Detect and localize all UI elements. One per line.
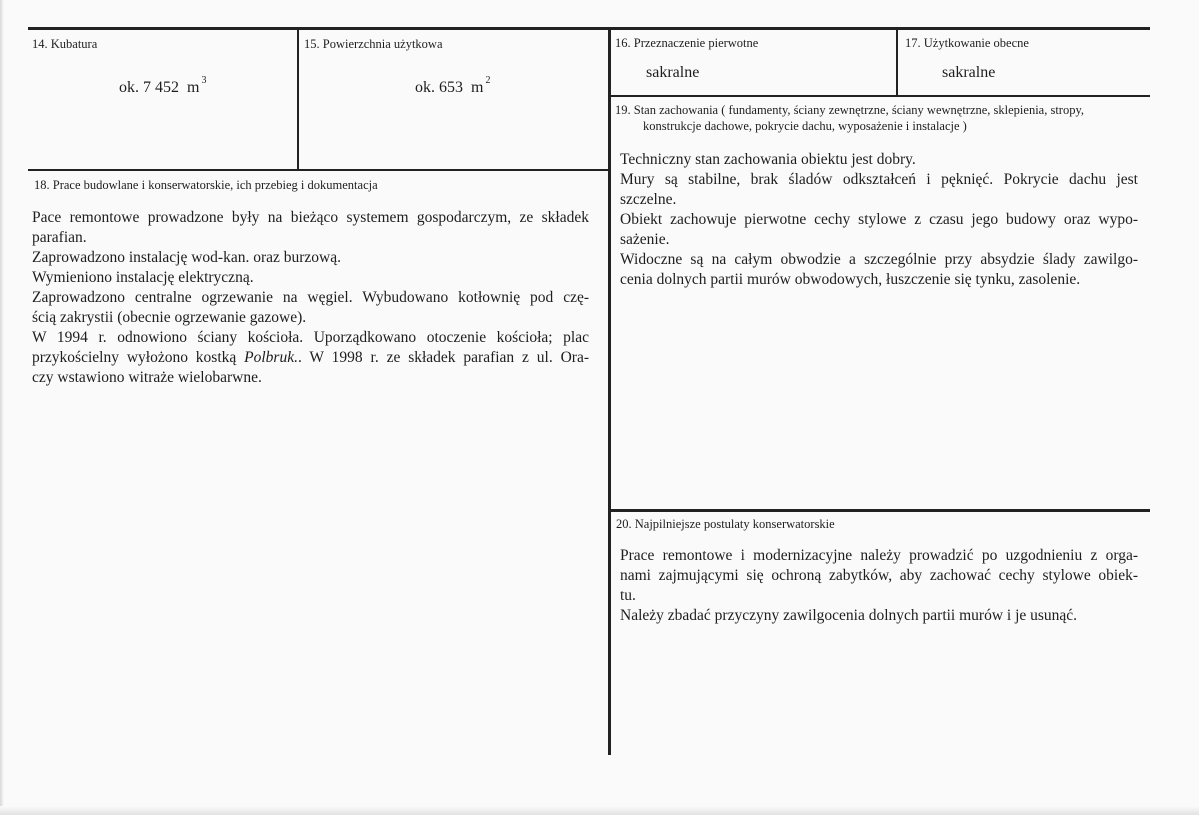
field-18-line-8-start: przykościelny wyłożono kostką xyxy=(32,349,245,366)
field-18-line: parafian. xyxy=(32,229,87,246)
field-19-line: Widoczne są na całym obwodzie a szczególnie przy absydzie ślady zawilgo- xyxy=(620,251,1138,268)
field-18-line: Pace remontowe prowadzone były na bieżąco systemem gospodarczym, ze składek xyxy=(32,209,589,226)
field-19-line: sażenie. xyxy=(620,231,670,248)
field-18-line-8-end: . W 1998 r. ze składek parafian z ul. Ora- xyxy=(297,349,589,366)
field-15-label: 15. Powierzchnia użytkowa xyxy=(304,37,443,51)
divider-main xyxy=(608,29,611,755)
field-20-text xyxy=(620,546,1138,626)
field-18-line: czy wstawiono witraże wielobarwne. xyxy=(32,369,262,386)
field-18-line: Zaprowadzono instalację wod-kan. oraz burzową. xyxy=(32,249,342,266)
field-19-label-line-2: konstrukcje dachowe, pokrycie dachu, wyposażenie i instalacje ) xyxy=(643,119,967,133)
field-18-line: ścią zakrystii (obecnie ogrzewanie gazowe). xyxy=(32,309,307,326)
field-20-line: Należy zbadać przyczyny zawilgocenia dolnych partii murów i je usunąć. xyxy=(620,607,1078,624)
field-16-value: sakralne xyxy=(646,64,700,81)
field-14-value xyxy=(119,75,207,97)
field-20-line: tu. xyxy=(620,587,636,604)
field-20-label: 20. Najpilniejsze postulaty konserwatorskie xyxy=(616,517,835,531)
field-18-line: W 1994 r. odnowiono ściany kościoła. Uporządkowano otoczenie kościoła; plac xyxy=(32,329,589,346)
cubature-unit: m xyxy=(187,79,200,96)
field-16-label: 16. Przeznaczenie pierwotne xyxy=(615,36,759,50)
scan-bottom-shadow xyxy=(0,806,1199,815)
field-18-line xyxy=(32,348,589,368)
field-17-value: sakralne xyxy=(942,64,996,81)
field-19-line: Techniczny stan zachowania obiektu jest dobry. xyxy=(620,151,916,168)
area-unit-exponent: 2 xyxy=(485,75,491,86)
field-19-text xyxy=(620,150,1138,290)
rule-above-20 xyxy=(610,509,1150,512)
field-15-value xyxy=(415,75,491,97)
scan-edge-shadow xyxy=(0,0,4,815)
area-unit: m xyxy=(471,79,484,96)
field-19-label xyxy=(615,103,1150,133)
cubature-value: ok. 7 452 xyxy=(119,79,179,96)
area-value: ok. 653 xyxy=(415,79,463,96)
field-19-label-line-1: 19. Stan zachowania ( fundamenty, ściany zewnętrzne, ściany wewnętrzne, sklepienia, stropy, xyxy=(615,103,1085,117)
field-18-label: 18. Prace budowlane i konserwatorskie, ich przebieg i dokumentacja xyxy=(34,178,378,192)
field-18-line: Wymieniono instalację elektryczną. xyxy=(32,269,254,286)
cubature-unit-exponent: 3 xyxy=(201,75,207,86)
field-18-line: Zaprowadzono centralne ogrzewanie na węgiel. Wybudowano kotłownię pod czę- xyxy=(32,289,589,306)
field-17-label: 17. Użytkowanie obecne xyxy=(905,36,1029,50)
field-19-line: cenia dolnych partii murów obwodowych, łuszczenie się tynku, zasolenie. xyxy=(620,271,1081,288)
field-14-label: 14. Kubatura xyxy=(32,37,98,51)
rule-above-19 xyxy=(610,95,1150,97)
divider-14-15 xyxy=(297,29,299,169)
field-20-line: nami zajmującymi się ochroną zabytków, aby zachować cechy stylowe obiek- xyxy=(620,567,1138,584)
top-rule xyxy=(28,27,1150,30)
brand-name-italic: Polbruk. xyxy=(244,349,298,366)
field-18-text xyxy=(32,208,589,388)
field-19-line: Mury są stabilne, brak śladów odkształceń i pęknięć. Pokrycie dachu jest xyxy=(620,171,1138,188)
field-19-line: szczelne. xyxy=(620,191,677,208)
field-20-line: Prace remontowe i modernizacyjne należy prowadzić po uzgodnieniu z orga- xyxy=(620,547,1138,564)
rule-above-18 xyxy=(28,169,610,171)
field-19-line: Obiekt zachowuje pierwotne cechy stylowe z czasu jego budowy oraz wypo- xyxy=(620,211,1138,228)
divider-16-17 xyxy=(896,29,898,95)
